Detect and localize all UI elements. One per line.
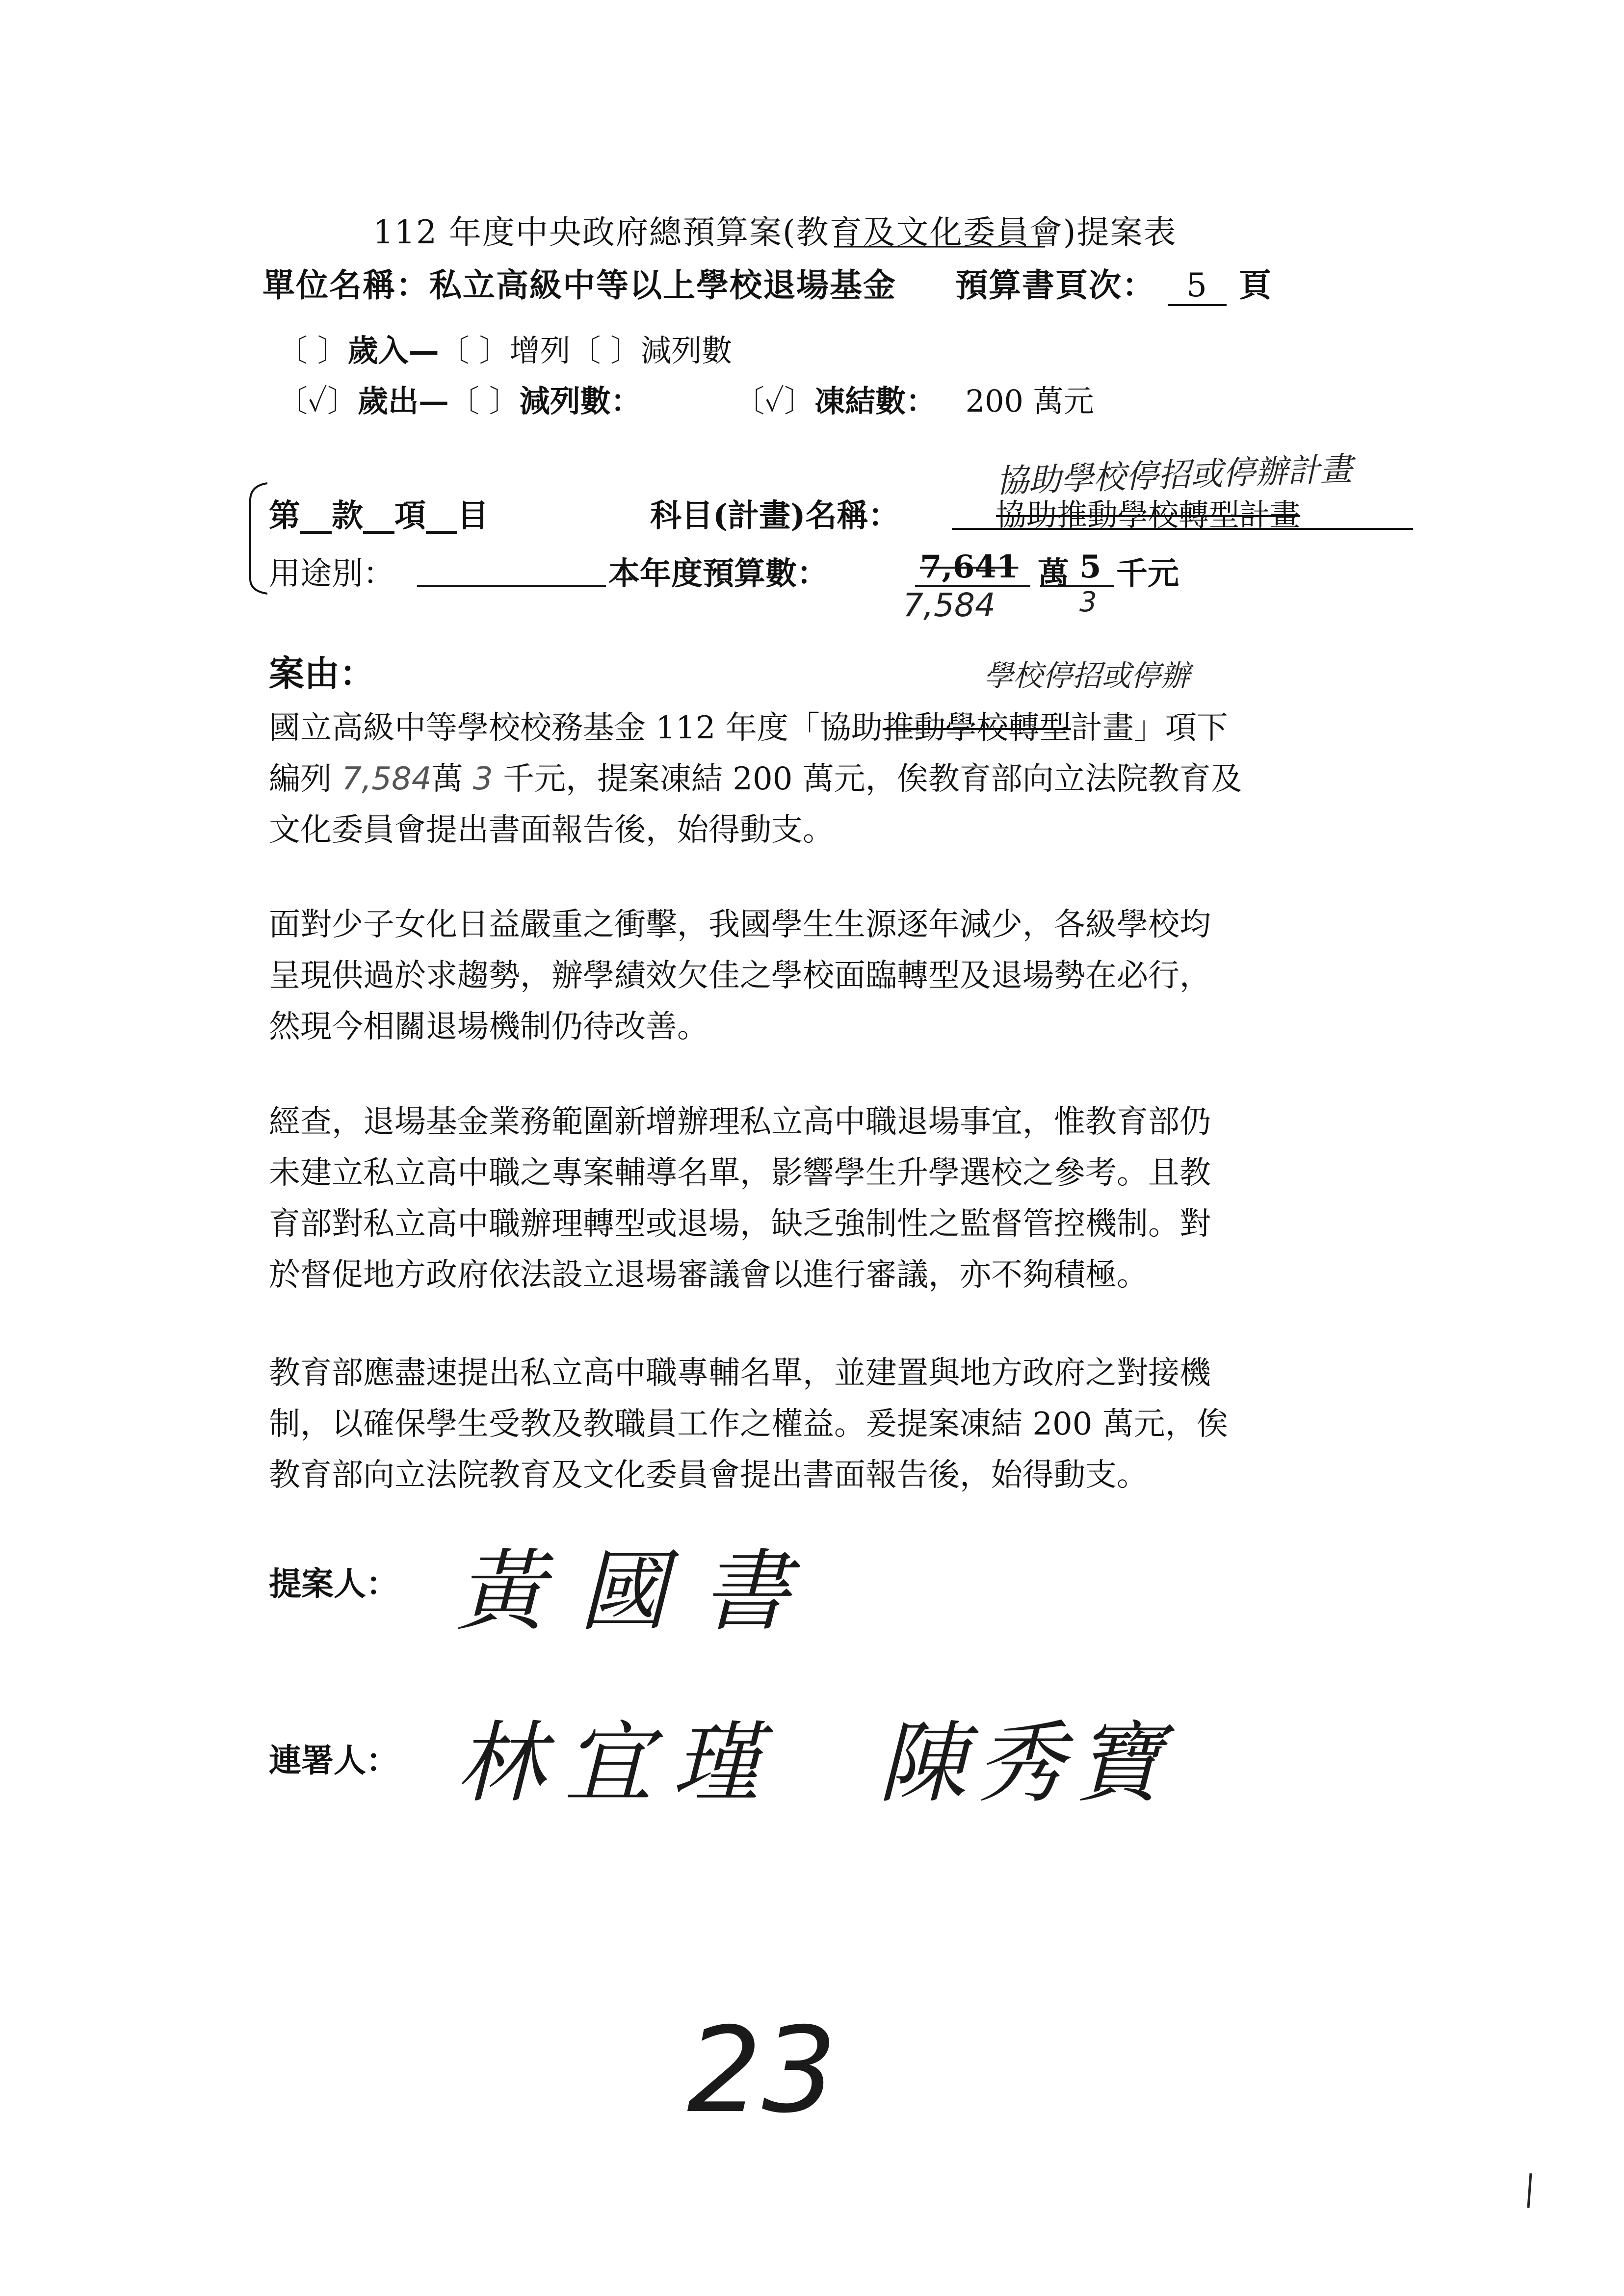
reason-p3-line: 於督促地方政府依法設立退場審議會以進行審議，亦不夠積極。 xyxy=(269,1257,1148,1293)
budget-label: 本年度預算數： xyxy=(608,555,828,592)
expenditure-decrease-checkbox: 〔 〕 xyxy=(449,383,520,419)
proposer-label: 提案人： xyxy=(269,1565,398,1603)
revenue-increase-checkbox: 〔 〕 xyxy=(439,333,510,368)
cosigner-signature-2: 陳秀寶 xyxy=(878,1712,1173,1815)
p1-l1-text-a: 國立高級中等學校校務基金 112 年度「協助 xyxy=(269,710,883,746)
reason-p4-line: 教育部應盡速提出私立高中職專輔名單，並建置與地方政府之對接機 xyxy=(269,1355,1211,1391)
p1-l2-text-a: 編列 xyxy=(269,761,332,797)
budget-handwritten: 7,584 xyxy=(903,586,995,624)
subject-handwritten: 協助學校停招或停辦計畫 xyxy=(995,450,1353,500)
reason-handwritten-insert: 學校停招或停辦 xyxy=(984,659,1190,693)
freeze-amount: 200 萬元 xyxy=(965,383,1094,419)
revenue-label: 歲入— xyxy=(347,333,439,368)
unit-name: 私立高級中等以上學校退場基金 xyxy=(429,266,896,304)
thousand-original: 5 xyxy=(1079,548,1101,585)
reason-p1-line-3: 文化委員會提出書面報告後，始得動支。 xyxy=(269,812,834,848)
p1-l2-text-b: 萬 xyxy=(431,761,463,797)
expenditure-decrease-label: 減列數： xyxy=(519,383,641,419)
revenue-decrease-checkbox: 〔 〕 xyxy=(570,333,641,368)
reason-p3-line: 未建立私立高中職之專案輔導名單，影響學生升學選校之參考。且教 xyxy=(269,1155,1211,1191)
budget-wan: 萬 xyxy=(1038,555,1069,592)
use-label: 用途別： xyxy=(269,556,394,592)
page-label: 預算書頁次： xyxy=(955,266,1155,304)
revenue-increase-label: 增列 xyxy=(509,333,571,368)
revenue-checkbox: 〔 〕 xyxy=(277,333,348,368)
reason-heading: 案由： xyxy=(269,652,375,694)
kuan-xiang-mu: 第__款__項__目 xyxy=(269,497,489,534)
subject-original: 協助推動學校轉型計畫 xyxy=(996,497,1301,533)
expenditure-checkbox: 〔✓〕 xyxy=(277,383,358,419)
p1-l2-text-c: 千元，提案凍結 200 萬元，俟教育部向立法院教育及 xyxy=(502,761,1242,797)
page-number-handwritten: 23 xyxy=(687,2002,837,2139)
page-number-field: 5 xyxy=(1168,266,1227,306)
reason-p2-line: 呈現供過於求趨勢，辦學績效欠佳之學校面臨轉型及退場勢在必行， xyxy=(269,958,1211,994)
p1-l1-strike: 推動學校轉型 xyxy=(882,710,1071,746)
freeze-checkbox: 〔✓〕 xyxy=(734,383,815,419)
thousand-handwritten: 3 xyxy=(1079,586,1097,618)
page-suffix: 頁 xyxy=(1238,266,1272,304)
revenue-decrease-label: 減列數 xyxy=(641,333,733,368)
thousand-unit: 千元 xyxy=(1116,555,1179,592)
reason-p3-line: 育部對私立高中職辦理轉型或退場，缺乏強制性之監督管控機制。對 xyxy=(269,1206,1211,1242)
budget-original: 7,641 xyxy=(920,548,1019,585)
unit-label: 單位名稱： xyxy=(262,266,429,304)
subject-label: 科目(計畫)名稱： xyxy=(650,497,900,534)
p1-l2-hand-2: 3 xyxy=(472,761,493,797)
form-title: 112 年度中央政府總預算案(教育及文化委員會)提案表 xyxy=(373,213,1177,251)
freeze-label: 凍結數： xyxy=(814,383,937,419)
cosigner-signature-1: 林宜瑾 xyxy=(456,1712,781,1815)
p1-l2-hand-1: 7,584 xyxy=(341,761,432,797)
expenditure-label: 歲出— xyxy=(358,383,449,419)
reason-p3-line: 經查，退場基金業務範圍新增辦理私立高中職退場事宜，惟教育部仍 xyxy=(269,1104,1211,1140)
reason-p2-line: 面對少子女化日益嚴重之衝擊，我國學生生源逐年減少，各級學校均 xyxy=(269,907,1211,943)
cosigner-label: 連署人： xyxy=(269,1741,398,1779)
proposer-signature: 黃國書 xyxy=(456,1540,825,1643)
reason-p4-line: 制，以確保學生受教及教職員工作之權益。爰提案凍結 200 萬元，俟 xyxy=(269,1406,1228,1442)
reason-p4-line: 教育部向立法院教育及文化委員會提出書面報告後，始得動支。 xyxy=(269,1457,1148,1493)
reason-p2-line: 然現今相關退場機制仍待改善。 xyxy=(269,1009,708,1045)
p1-l1-text-b: 計畫」項下 xyxy=(1071,710,1228,746)
